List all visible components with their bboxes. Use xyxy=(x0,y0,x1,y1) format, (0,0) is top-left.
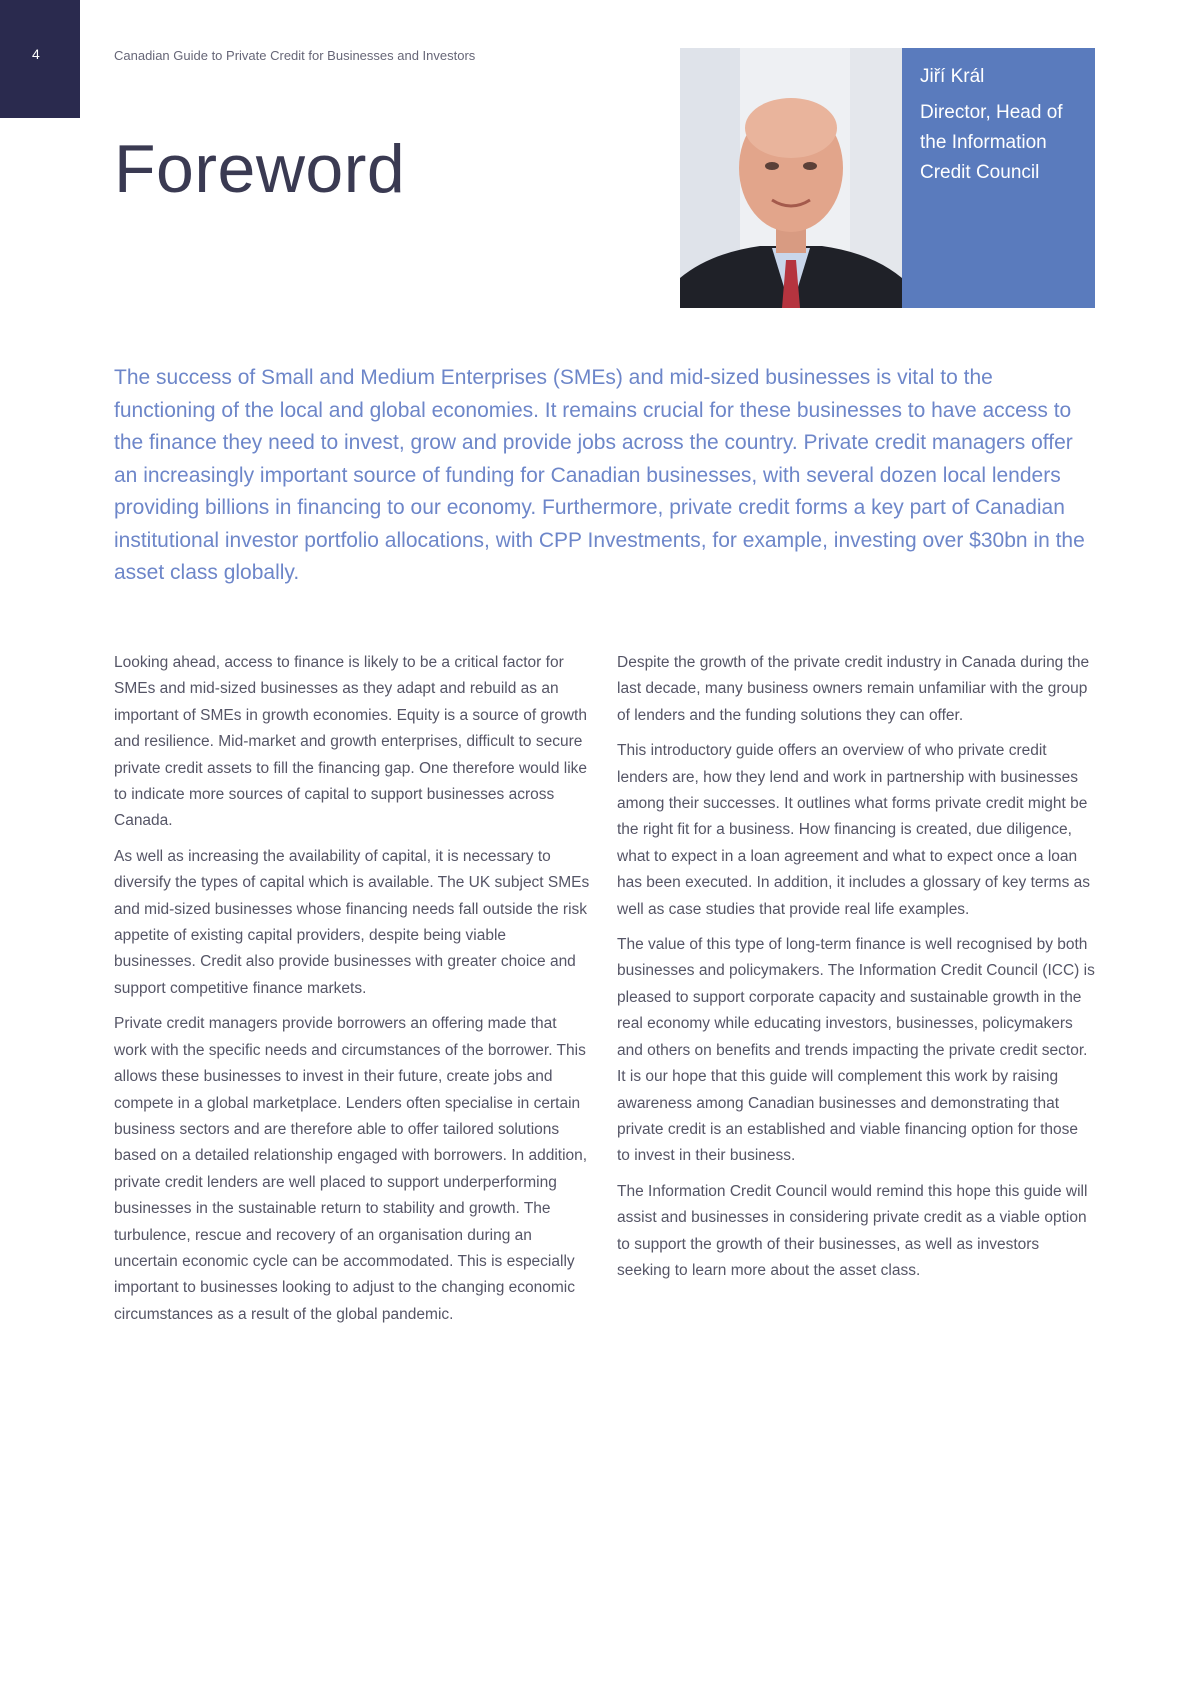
page-title: Foreword xyxy=(114,131,406,207)
body-paragraph: This introductory guide offers an overview of who private credit lenders are, how they lend and work in partnership with businesses among their successes. It outlines what forms private credit might be the right fit for a business. How financing is created, due diligence, what to expect in a loan agreement and what to expect once a loan has been executed. In addition, it includes a glossary of key terms as well as case studies that provide real life examples. xyxy=(617,742,1091,918)
body-paragraph: As well as increasing the availability of capital, it is necessary to diversify the types of capital which is available. The UK subject SMEs and mid-sized businesses whose financing needs fall outside the risk appetite of existing capital providers, despite being viable businesses. Credit also provide businesses with greater choice and support competitive finance markets. xyxy=(114,847,590,997)
body-paragraph: Looking ahead, access to finance is likely to be a critical factor for SMEs and mid-sized businesses as they adapt and rebuild as an important of SMEs in growth economies. Equity is a source of growth and resilience. Mid-market and growth enterprises, difficult to secure private credit assets to fill the financing gap. One therefore would like to indicate more sources of capital to support businesses across Canada. xyxy=(114,654,588,830)
author-name: Jiří Král xyxy=(920,66,985,87)
left-column xyxy=(114,650,592,1337)
right-column xyxy=(617,650,1095,1293)
body-paragraph: Despite the growth of the private credit industry in Canada during the last decade, many business owners remain unfamiliar with the group of lenders and the funding solutions they can offer. xyxy=(617,654,1090,724)
body-paragraph: Private credit managers provide borrowers an offering made that work with the specific needs and circumstances of the borrower. This allows these businesses to invest in their future, create jobs and compete in a global marketplace. Lenders often specialise in certain business sectors and are therefore able to offer tailored solutions based on a detailed relationship engaged with borrowers. In addition, private credit lenders are well placed to support underperforming businesses in the sustainable return to stability and growth. The turbulence, rescue and recovery of an organisation during an uncertain economic cycle can be accommodated. This is especially important to businesses looking to adjust to the changing economic circumstances as a result of the global pandemic. xyxy=(114,1015,588,1323)
body-paragraph: The Information Credit Council would remind this hope this guide will assist and businesses in considering private credit as a viable option to support the growth of their businesses, as well as investors seeking to learn more about the asset class. xyxy=(617,1182,1088,1279)
intro-paragraph: The success of Small and Medium Enterprises (SMEs) and mid-sized businesses is vital to the functioning of the local and global economies. It remains crucial for these businesses to have access to the finance they need to invest, grow and provide jobs across the country. Private credit managers offer an increasingly important source of funding for Canadian businesses, with several dozen local lenders providing billions in financing to our economy. Furthermore, private credit forms a key part of Canadian institutional investor portfolio allocations, with CPP Investments, for example, investing over $30bn in the asset class globally. xyxy=(114,366,1085,584)
page-number-tab xyxy=(0,0,80,118)
page-number: 4 xyxy=(32,46,40,62)
author-portrait xyxy=(680,48,902,308)
portrait-illustration xyxy=(680,48,902,308)
author-card xyxy=(902,48,1095,308)
running-header: Canadian Guide to Private Credit for Businesses and Investors xyxy=(114,48,476,63)
author-role: Director, Head of the Information Credit Council xyxy=(920,102,1063,183)
body-paragraph: The value of this type of long-term finance is well recognised by both businesses and policymakers. The Information Credit Council (ICC) is pleased to support corporate capacity and sustainable growth in the real economy while educating investors, businesses, policymakers and others on benefits and trends impacting the private credit sector. It is our hope that this guide will complement this work by raising awareness among Canadian businesses and demonstrating that private credit is an established and viable financing option for those to invest in their business. xyxy=(617,936,1095,1165)
